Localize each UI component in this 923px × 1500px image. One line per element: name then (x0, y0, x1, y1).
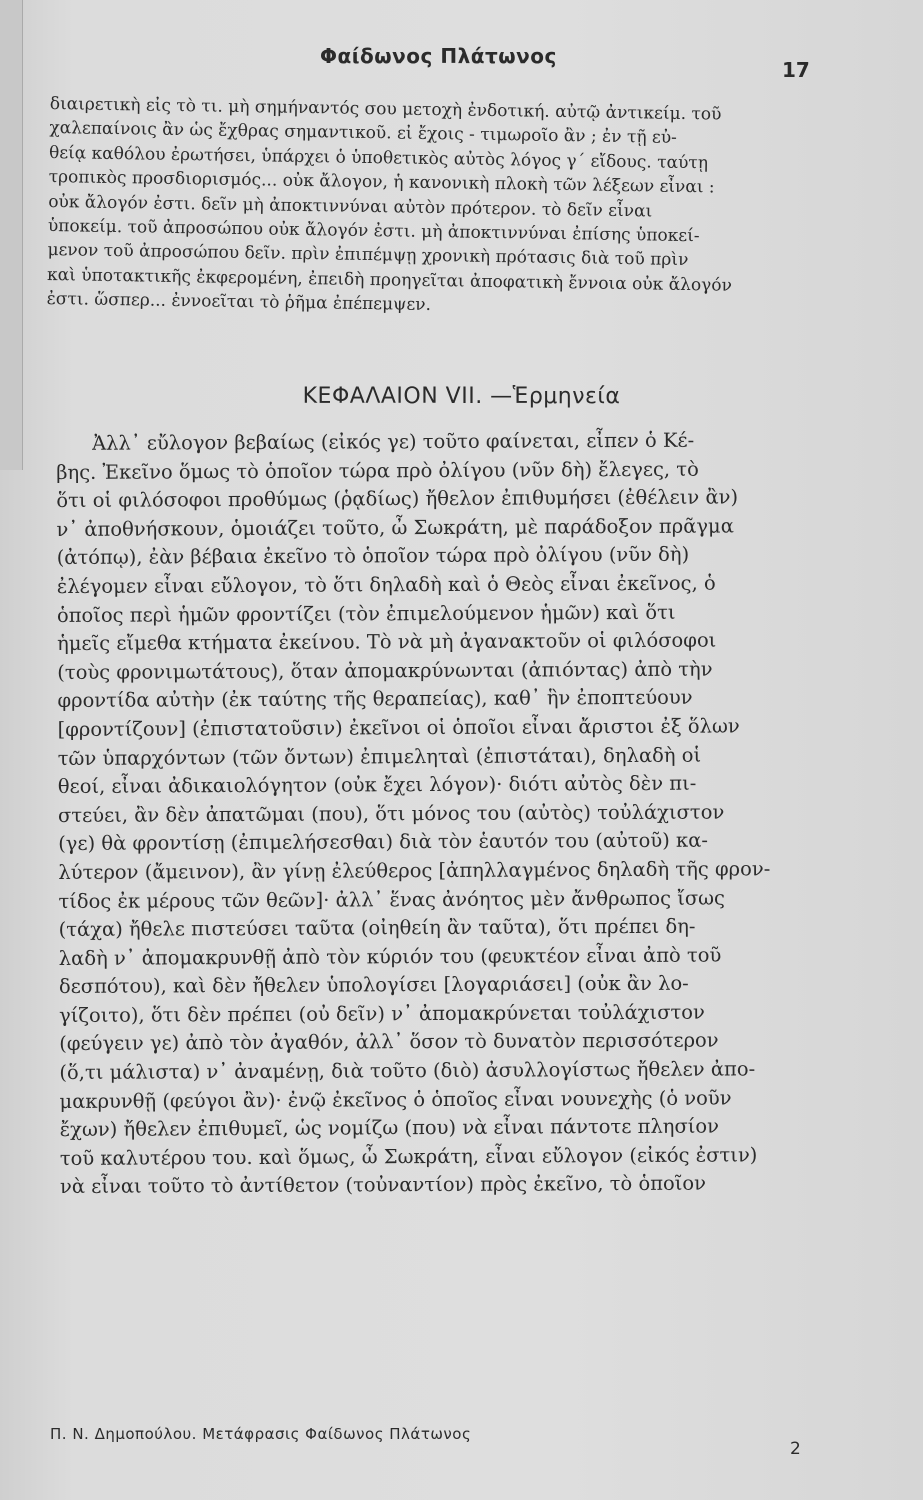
note-line: χαλεπαίνοις ἂν ὡς ἔχθρας σημαντικοῦ. εἰ ἔχοις - τιμωροῖο ἂν ; ἐν τῇ εὐ- (49, 118, 678, 149)
body-line: ὅτι οἱ φιλόσοφοι προθύμως (ῥᾳδίως) ἤθελον ἐπιθυμήσει (ἐθέλειν ἂν) (56, 485, 739, 513)
body-line: τοῦ καλυτέρου του. καὶ ὅμως, ὦ Σωκράτη, εἶναι εὔλογον (εἰκός ἐστιν) (59, 1143, 758, 1170)
body-line: τίδος ἐκ μέρους τῶν θεῶν]· ἀλλ᾿ ἕνας ἀνόητος μὲν ἄνθρωπος ἴσως (58, 886, 726, 913)
page-header (0, 44, 923, 84)
note-line: ἐστι. ὥσπερ... ἐννοεῖται τὸ ῥῆμα ἐπέπεμψεν. (46, 289, 432, 316)
note-line: καὶ ὑποτακτικῆς ἐκφερομένη, ἐπειδὴ προηγεῖται ἀποφατικὴ ἔννοια οὐκ ἄλογόν (46, 264, 733, 296)
page-footer (0, 1425, 923, 1465)
body-line: (τοὺς φρονιμωτάτους), ὅταν ἀπομακρύνωνται (ἀπιόντας) ἀπὸ τὴν (57, 657, 713, 684)
body-line: γίζοιτο), ὅτι δὲν πρέπει (οὐ δεῖν) ν᾿ ἀπομακρύνεται τοὐλάχιστον (59, 1000, 705, 1027)
body-line: μακρυνθῇ (φεύγοι ἂν)· ἐνῷ ἐκεῖνος ὁ ὁποῖος εἶναι νουνεχὴς (ὁ νοῦν (59, 1086, 732, 1113)
body-line: τῶν ὑπαρχόντων (τῶν ὄντων) ἐπιμεληταὶ (ἐπιστάται), δηλαδὴ οἱ (57, 743, 702, 770)
translation-body (56, 426, 800, 1202)
body-line: (ἀτόπῳ), ἐὰν βέβαια ἐκεῖνο τὸ ὁποῖον τώρα πρὸ ὀλίγου (νῦν δὴ) (56, 543, 690, 570)
body-line: ἔχων) ἤθελεν ἐπιθυμεῖ, ὡς νομίζω (που) νὰ εἶναι πάντοτε πλησίον (59, 1114, 720, 1142)
commentary-note (47, 92, 820, 324)
running-title: Φαίδωνος Πλάτωνος (320, 44, 557, 68)
note-line: ὑποκείμ. τοῦ ἀπροσώπου οὐκ ἄλογόν ἐστι. μὴ ἀποκτιννύναι ἐπίσης ὑποκεί- (47, 216, 700, 247)
body-line: [φροντίζουν] (ἐπιστατοῦσιν) ἐκεῖνοι οἱ ὁποῖοι εἶναι ἄριστοι ἐξ ὅλων (57, 714, 740, 741)
body-line: (ὅ,τι μάλιστα) ν᾿ ἀναμένῃ, διὰ τοῦτο (διὸ) ἀσυλλογίστως ἤθελεν ἀπο- (59, 1057, 756, 1085)
body-line: (φεύγειν γε) ἀπὸ τὸν ἀγαθόν, ἀλλ᾿ ὅσον τὸ δυνατὸν περισσότερον (59, 1029, 719, 1056)
body-line: ν᾿ ἀποθνήσκουν, ὁμοιάζει τοῦτο, ὦ Σωκράτη, μὲ παράδοξον πρᾶγμα (56, 514, 734, 541)
body-line: λαδὴ ν᾿ ἀπομακρυνθῇ ἀπὸ τὸν κύριόν του (φευκτέον εἶναι ἀπὸ τοῦ (58, 943, 722, 970)
signature-mark: 2 (790, 1439, 801, 1459)
note-line: οὐκ ἄλογόν ἐστι. δεῖν μὴ ἀποκτιννύναι αὐτὸν πρότερον. τὸ δεῖν εἶναι (48, 191, 653, 222)
body-line: (γε) θὰ φροντίσῃ (ἐπιμελήσεσθαι) διὰ τὸν ἑαυτόν του (αὐτοῦ) κα- (58, 828, 709, 856)
footer-credit: Π. Ν. Δημοπούλου. Μετάφρασις Φαίδωνος Πλάτωνος (50, 1425, 472, 1443)
page-number: 17 (782, 58, 810, 82)
body-line: νὰ εἶναι τοῦτο τὸ ἀντίθετον (τοὐναντίον) πρὸς ἐκεῖνο, τὸ ὁποῖον (59, 1172, 707, 1199)
body-line: θεοί, εἶναι ἀδικαιολόγητον (οὐκ ἔχει λόγον)· διότι αὐτὸς δὲν πι- (57, 771, 697, 799)
body-line: φροντίδα αὐτὴν (ἐκ ταύτης τῆς θεραπείας), καθ᾿ ἣν ἐποπτεύουν (57, 686, 693, 713)
body-line: βης. Ἐκεῖνο ὅμως τὸ ὁποῖον τώρα πρὸ ὀλίγου (νῦν δὴ) ἔλεγες, τὸ (56, 457, 699, 484)
note-line: διαιρετικὴ εἰς τὸ τι. μὴ σημήναντός σου μετοχὴ ἐνδοτική. αὐτῷ ἀντικείμ. τοῦ (49, 93, 722, 125)
body-line: (τάχα) ἤθελε πιστεύσει ταῦτα (οἰηθείη ἂν ταῦτα), ὅτι πρέπει δη- (58, 914, 696, 942)
body-line: Ἀλλ᾿ εὔλογον βεβαίως (εἰκός γε) τοῦτο φαίνεται, εἶπεν ὁ Κέ- (92, 428, 695, 455)
body-line: στεύει, ἂν δὲν ἀπατῶμαι (που), ὅτι μόνος του (αὐτὸς) τοὐλάχιστον (57, 800, 725, 827)
body-line: ἡμεῖς εἴμεθα κτήματα ἐκείνου. Τὸ νὰ μὴ ἀγανακτοῦν οἱ φιλόσοφοι (57, 628, 717, 656)
body-line: ὁποῖος περὶ ἡμῶν φροντίζει (τὸν ἐπιμελούμενον ἡμῶν) καὶ ὅτι (56, 600, 676, 627)
body-line: ἐλέγομεν εἶναι εὔλογον, τὸ ὅτι δηλαδὴ καὶ ὁ Θεὸς εἶναι ἐκεῖνος, ὁ (56, 571, 716, 598)
note-paragraph (47, 92, 820, 324)
note-line: θείᾳ καθόλου ἐρωτήσει, ὑπάρχει ὁ ὑποθετικὸς αὐτὸς λόγος γ΄ εἴδους. ταύτῃ (48, 142, 709, 174)
body-line: δεσπότου), καὶ δὲν ἤθελεν ὑπολογίσει [λογαριάσει] (οὐκ ἂν λο- (58, 971, 689, 999)
note-line: τροπικὸς προσδιορισμός... οὐκ ἄλογον, ἡ κανονικὴ πλοκὴ τῶν λέξεων εἶναι : (48, 167, 715, 198)
note-line: μενον τοῦ ἀπροσώπου δεῖν. πρὶν ἐπιπέμψῃ χρονικὴ πρότασις διὰ τοῦ πρὶν (47, 240, 689, 271)
chapter-heading: ΚΕΦΑΛΑΙΟΝ VII. —Ἑρμηνεία (302, 384, 621, 409)
body-line: λύτερον (ἄμεινον), ἂν γίνῃ ἐλεύθερος [ἀπηλλαγμένος δηλαδὴ τῆς φρον- (58, 857, 771, 884)
